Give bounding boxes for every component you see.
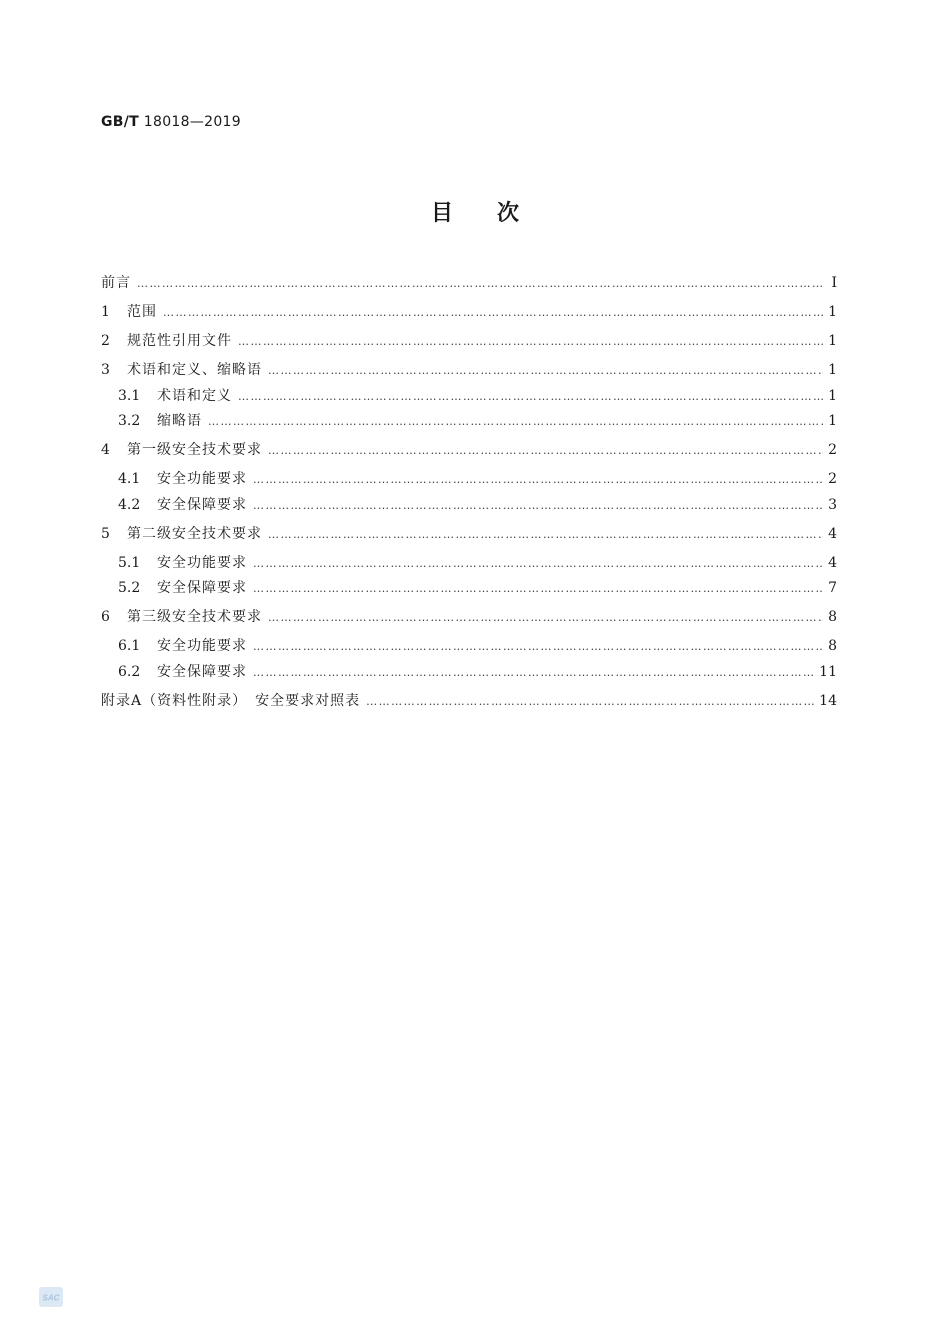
toc-entry-number: 5 xyxy=(101,526,110,542)
toc-entry-label: 第一级安全技术要求 xyxy=(127,442,262,458)
toc-entry-page: 1 xyxy=(828,304,837,320)
toc-entry[interactable] xyxy=(101,690,837,712)
toc-entry-number: 4.2 xyxy=(118,497,141,513)
standard-number: 18018—2019 xyxy=(143,114,241,130)
toc-entry-page: 7 xyxy=(828,580,837,596)
toc-leader-dots xyxy=(137,273,823,295)
toc-entry-page: 1 xyxy=(828,388,837,404)
toc-entry-number: 6.1 xyxy=(118,638,141,654)
toc-entry-page: 2 xyxy=(828,442,837,458)
toc-entry-page: 4 xyxy=(828,555,837,571)
toc-entry-page: 2 xyxy=(828,471,837,487)
toc-entry-label: 安全功能要求 xyxy=(157,638,247,654)
toc-entry-page: 1 xyxy=(828,362,837,378)
toc-entry[interactable] xyxy=(101,606,837,628)
toc-leader-dots xyxy=(268,607,823,629)
toc-leader-dots xyxy=(253,662,815,684)
toc-entry[interactable] xyxy=(118,577,837,599)
toc-entry-label: 安全功能要求 xyxy=(157,471,247,487)
toc-leader-dots xyxy=(268,524,823,546)
toc-leader-dots xyxy=(208,411,823,433)
toc-entry-page: 1 xyxy=(828,413,837,429)
toc-entry-number: 1 xyxy=(101,304,110,320)
toc-leader-dots xyxy=(253,469,823,491)
toc-entry-label: 规范性引用文件 xyxy=(127,333,232,349)
toc-entry[interactable] xyxy=(118,494,837,516)
sac-logo-text: SAC xyxy=(42,1293,60,1303)
toc-entry-page: 3 xyxy=(828,497,837,513)
toc-entry-number: 4.1 xyxy=(118,471,141,487)
page-title: 目次 xyxy=(430,201,563,226)
standard-prefix: GB/T xyxy=(101,114,140,130)
toc-leader-dots xyxy=(253,578,823,600)
toc-entry-page: 1 xyxy=(828,333,837,349)
toc-entry-page: Ⅰ xyxy=(831,275,837,291)
toc-entry-page: 4 xyxy=(828,526,837,542)
toc-entry-number: 3 xyxy=(101,362,110,378)
toc-entry-number: 6.2 xyxy=(118,664,141,680)
toc-entry[interactable] xyxy=(118,635,837,657)
toc-entry-page: 11 xyxy=(819,664,837,680)
toc-entry-number: 5.2 xyxy=(118,580,141,596)
toc-leader-dots xyxy=(253,636,823,658)
toc-entry[interactable] xyxy=(101,359,837,381)
toc-entry-label: 缩略语 xyxy=(157,413,202,429)
toc-entry[interactable] xyxy=(118,468,837,490)
toc-entry-number: 3.1 xyxy=(118,388,141,404)
toc-entry[interactable] xyxy=(118,661,837,683)
toc-entry-page: 8 xyxy=(828,638,837,654)
toc-leader-dots xyxy=(253,553,823,575)
toc-leader-dots xyxy=(268,360,823,382)
toc-entry[interactable] xyxy=(101,523,837,545)
toc-entry-label: 第二级安全技术要求 xyxy=(127,526,262,542)
toc-entry-page: 8 xyxy=(828,609,837,625)
toc-leader-dots xyxy=(163,302,823,324)
toc-leader-dots xyxy=(366,691,815,713)
toc-entry-page: 14 xyxy=(819,693,837,709)
toc-leader-dots xyxy=(268,440,823,462)
toc-leader-dots xyxy=(238,386,823,408)
sac-logo-icon xyxy=(38,1285,64,1309)
toc-entry-number: 3.2 xyxy=(118,413,141,429)
toc-leader-dots xyxy=(253,495,823,517)
toc-entry[interactable] xyxy=(101,272,837,294)
toc-entry[interactable] xyxy=(101,439,837,461)
toc-entry-label: 附录A（资料性附录） 安全要求对照表 xyxy=(101,693,361,709)
toc-entry-label: 术语和定义、缩略语 xyxy=(127,362,262,378)
toc-entry-label: 术语和定义 xyxy=(157,388,232,404)
toc-entry-label: 前言 xyxy=(101,275,131,291)
toc-entry-label: 第三级安全技术要求 xyxy=(127,609,262,625)
toc-entry-number: 2 xyxy=(101,333,110,349)
toc-entry-number: 6 xyxy=(101,609,110,625)
toc-entry[interactable] xyxy=(118,552,837,574)
standard-code xyxy=(101,114,241,130)
toc-entry-number: 5.1 xyxy=(118,555,141,571)
toc-entry-number: 4 xyxy=(101,442,110,458)
toc-entry-label: 安全保障要求 xyxy=(157,664,247,680)
toc-entry-label: 安全功能要求 xyxy=(157,555,247,571)
toc-entry[interactable] xyxy=(118,385,837,407)
toc-entry-label: 范围 xyxy=(127,304,157,320)
toc-entry[interactable] xyxy=(118,410,837,432)
toc-entry[interactable] xyxy=(101,330,837,352)
toc-entry-label: 安全保障要求 xyxy=(157,580,247,596)
toc-leader-dots xyxy=(238,331,823,353)
toc-entry[interactable] xyxy=(101,301,837,323)
toc-entry-label: 安全保障要求 xyxy=(157,497,247,513)
